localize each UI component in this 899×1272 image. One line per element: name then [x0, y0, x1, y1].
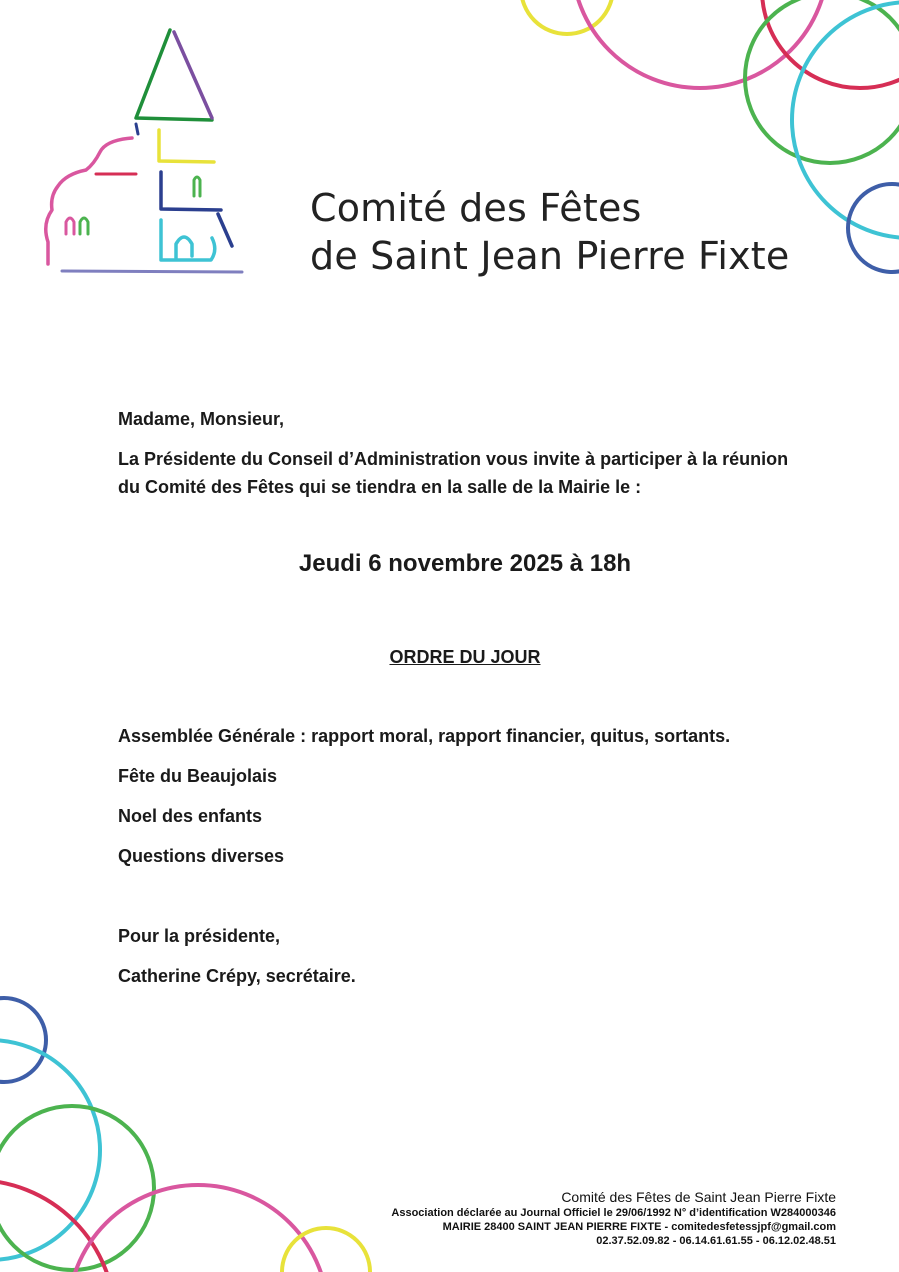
- footer-org-name: Comité des Fêtes de Saint Jean Pierre Fixte: [561, 1189, 836, 1205]
- salutation: Madame, Monsieur,: [118, 409, 285, 429]
- circle-yellow-bottom: [282, 1228, 370, 1272]
- intro-line-2: du Comité des Fêtes qui se tiendra en la salle de la Mairie le :: [118, 477, 642, 497]
- signature: Catherine Crépy, secrétaire.: [118, 966, 356, 986]
- organization-title-line1: Comité des Fêtes: [310, 186, 642, 230]
- circle-pink-top: [572, 0, 828, 88]
- agenda-item: Questions diverses: [118, 846, 285, 866]
- circle-red-top: [762, 0, 899, 88]
- footer-address-email: MAIRIE 28400 SAINT JEAN PIERRE FIXTE - comitedesfetessjpf@gmail.com: [442, 1221, 836, 1233]
- organization-title-line2: de Saint Jean Pierre Fixte: [310, 234, 790, 278]
- closing: Pour la présidente,: [118, 926, 281, 946]
- church-logo: [36, 24, 251, 282]
- agenda-item: Assemblée Générale : rapport moral, rapport financier, quitus, sortants.: [118, 726, 731, 746]
- agenda-title: ORDRE DU JOUR: [389, 647, 541, 667]
- footer: [391, 1188, 836, 1248]
- agenda-item: Noel des enfants: [118, 806, 263, 826]
- circle-cyan-bottom: [0, 1040, 100, 1260]
- circle-pink-bottom: [68, 1185, 328, 1272]
- agenda-item: Fête du Beaujolais: [118, 766, 278, 786]
- footer-phones: 02.37.52.09.82 - 06.14.61.61.55 - 06.12.02.48.51: [596, 1235, 836, 1247]
- organization-title: [310, 184, 789, 280]
- intro-line-1: La Présidente du Conseil d’Administration vous invite à participer à la réunion: [118, 449, 789, 469]
- circle-blue-top: [848, 184, 899, 272]
- meeting-date: Jeudi 6 novembre 2025 à 18h: [298, 550, 632, 577]
- circle-cyan-top: [792, 2, 899, 238]
- circle-yellow-top: [521, 0, 613, 34]
- footer-registration: Association déclarée au Journal Officiel le 29/06/1992 N° d’identification W284000346: [391, 1207, 836, 1219]
